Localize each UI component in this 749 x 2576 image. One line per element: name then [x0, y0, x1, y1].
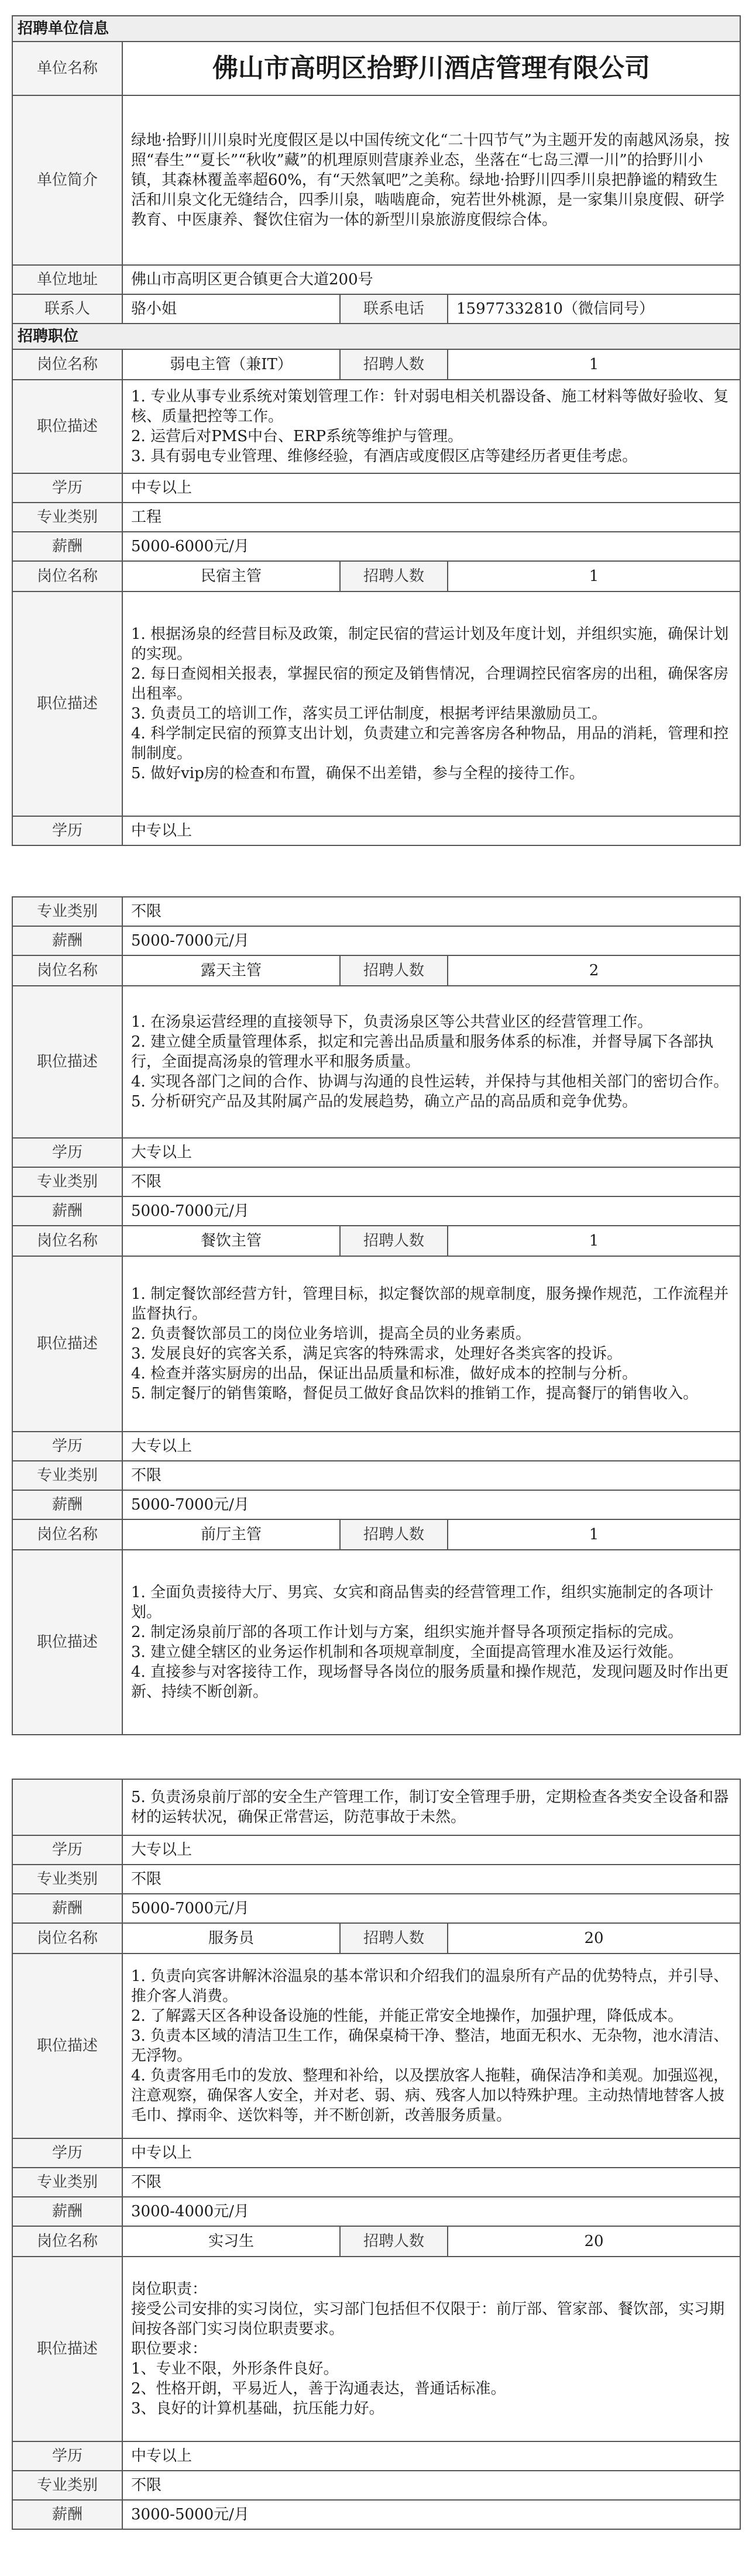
major-value: 不限 [122, 897, 740, 926]
desc-line: 4. 负责客用毛巾的发放、整理和补给，以及摆放客人拖鞋，确保洁净和美观。加强巡视，注意观察，确保客人安全，并对老、弱、病、残客人加以特殊护理。主动热情地替客人披毛巾、撑雨伞、送饮料等，并不断创新，改善服务质量。 [131, 2067, 729, 2124]
job-title: 前厅主管 [122, 1519, 340, 1550]
edu-value: 中专以上 [122, 816, 740, 845]
job-count: 1 [448, 1519, 740, 1550]
desc-line: 5. 分析研究产品及其附属产品的发展趋势，确立产品的高品质和竞争优势。 [131, 1093, 638, 1110]
form-table-1 [12, 15, 741, 846]
desc-line: 3. 发展良好的宾客关系，满足宾客的特殊需求，处理好各类宾客的投诉。 [131, 1345, 623, 1363]
headcount-label: 招聘人数 [340, 1226, 448, 1256]
company-intro-label: 单位简介 [12, 95, 122, 265]
position-label: 岗位名称 [12, 2226, 122, 2257]
salary-label: 薪酬 [12, 1490, 122, 1519]
job-header-row [12, 1519, 740, 1550]
desc-label-continued [12, 1779, 122, 1835]
desc-line: 职位要求： [131, 2340, 208, 2358]
position-label: 岗位名称 [12, 1519, 122, 1550]
desc-label: 职位描述 [12, 591, 122, 816]
desc-line: 2、性格开朗，平易近人，善于沟通表达，普通话标准。 [131, 2380, 506, 2398]
form-table-2 [12, 896, 741, 1735]
desc-label: 职位描述 [12, 1550, 122, 1735]
job-count: 1 [448, 1226, 740, 1256]
desc-line: 4. 科学制定民宿的预算支出计划，负责建立和完善客房各种物品，用品的消耗，管理和控制制度。 [131, 725, 729, 762]
company-intro: 绿地·拾野川川泉时光度假区是以中国传统文化“二十四节气”为主题开发的南越风汤泉，按照“春生”“夏长”“秋收”藏”的机理原则营康养业态，坐落在“七岛三潭一川”的拾野川小镇，其森林覆盖率超60%，有“天然氧吧”之美称。绿地·拾野川四季川泉把静谧的精致生活和川泉文化无缝结合，四季川泉，啮啮鹿命，宛若世外桃源，是一家集川泉度假、研学教育、中医康养、餐饮住宿为一体的新型川泉旅游度假综合体。 [122, 95, 740, 265]
salary-value: 5000-7000元/月 [122, 1490, 740, 1519]
desc-line: 1、专业不限，外形条件良好。 [131, 2360, 339, 2378]
edu-label: 学历 [12, 2138, 122, 2168]
section-company-title: 招聘单位信息 [12, 16, 740, 42]
major-label: 专业类别 [12, 2168, 122, 2197]
company-name-label: 单位名称 [12, 42, 122, 95]
job-desc [122, 1954, 740, 2138]
desc-line: 3. 负责本区域的清洁卫生工作，确保桌椅干净、整洁，地面无积水、无杂物，池水清洁、无浮物。 [131, 2027, 729, 2065]
salary-label: 薪酬 [12, 1894, 122, 1923]
desc-line: 2. 制定汤泉前厅部的各项工作计划与方案，组织实施并督导各项预定指标的完成。 [131, 1624, 683, 1641]
contact-value: 骆小姐 [122, 294, 340, 324]
edu-label: 学历 [12, 816, 122, 845]
job-title: 服务员 [122, 1923, 340, 1954]
desc-label: 职位描述 [12, 1954, 122, 2138]
headcount-label: 招聘人数 [340, 1923, 448, 1954]
page-2 [12, 896, 741, 1735]
form-table-3 [12, 1779, 741, 2530]
job-title: 弱电主管（兼IT） [122, 349, 340, 380]
salary-value: 3000-4000元/月 [122, 2197, 740, 2226]
edu-label: 学历 [12, 473, 122, 503]
major-label: 专业类别 [12, 897, 122, 926]
desc-label: 职位描述 [12, 2257, 122, 2441]
major-label: 专业类别 [12, 503, 122, 532]
major-value: 工程 [122, 503, 740, 532]
job-desc-continued [122, 1779, 740, 1835]
desc-line: 接受公司安排的实习岗位，实习部门包括但不仅限于：前厅部、管家部、餐饮部，实习期间按各部门实习岗位职责要求。 [131, 2300, 725, 2338]
job-count: 20 [448, 2226, 740, 2257]
major-value: 不限 [122, 1167, 740, 1196]
position-label: 岗位名称 [12, 349, 122, 380]
salary-value: 5000-7000元/月 [122, 1196, 740, 1226]
edu-label: 学历 [12, 1432, 122, 1461]
page-1 [12, 15, 741, 846]
major-label: 专业类别 [12, 1461, 122, 1490]
desc-line: 4. 直接参与对客接待工作，现场督导各岗位的服务质量和操作规范，发现问题及时作出更新、持续不断创新。 [131, 1663, 729, 1701]
company-address-label: 单位地址 [12, 265, 122, 294]
major-value: 不限 [122, 1461, 740, 1490]
desc-line: 1. 全面负责接待大厅、男宾、女宾和商品售卖的经营管理工作，组织实施制定的各项计划。 [131, 1584, 714, 1621]
salary-label: 薪酬 [12, 926, 122, 955]
major-value: 不限 [122, 2471, 740, 2500]
job-header-row [12, 1226, 740, 1256]
major-value: 不限 [122, 2168, 740, 2197]
desc-line: 3. 建立健全辖区的业务运作机制和各项规章制度，全面提高管理水准及运行效能。 [131, 1643, 683, 1661]
salary-value: 5000-7000元/月 [122, 1894, 740, 1923]
desc-line: 2. 负责餐饮部员工的岗位业务培训，提高全员的业务素质。 [131, 1325, 531, 1343]
job-title: 实习生 [122, 2226, 340, 2257]
headcount-label: 招聘人数 [340, 2226, 448, 2257]
section-jobs-title: 招聘职位 [12, 324, 740, 349]
job-desc [122, 2257, 740, 2441]
salary-value: 5000-7000元/月 [122, 926, 740, 955]
job-header-row [12, 2226, 740, 2257]
position-label: 岗位名称 [12, 1923, 122, 1954]
salary-label: 薪酬 [12, 2500, 122, 2529]
salary-label: 薪酬 [12, 532, 122, 561]
job-header-row [12, 955, 740, 986]
desc-line: 1. 在汤泉运营经理的直接领导下，负责汤泉区等公共营业区的经营管理工作。 [131, 1013, 653, 1031]
headcount-label: 招聘人数 [340, 349, 448, 380]
desc-line: 3. 负责员工的培训工作，落实员工评估制度，根据考评结果激励员工。 [131, 705, 607, 723]
position-label: 岗位名称 [12, 561, 122, 591]
job-desc [122, 380, 740, 473]
job-desc [122, 986, 740, 1138]
desc-line: 1. 负责向宾客讲解沐浴温泉的基本常识和介绍我们的温泉所有产品的优势特点，并引导、推介客人消费。 [131, 1968, 729, 2005]
phone-value: 15977332810（微信同号） [448, 294, 740, 324]
desc-line: 5. 制定餐厅的销售策略，督促员工做好食品饮料的推销工作，提高餐厅的销售收入。 [131, 1385, 699, 1402]
job-title: 餐饮主管 [122, 1226, 340, 1256]
desc-line: 1. 制定餐饮部经营方针，管理目标，拟定餐饮部的规章制度，服务操作规范，工作流程并监督执行。 [131, 1285, 729, 1323]
position-label: 岗位名称 [12, 1226, 122, 1256]
major-label: 专业类别 [12, 1865, 122, 1894]
desc-label: 职位描述 [12, 380, 122, 473]
edu-label: 学历 [12, 2441, 122, 2471]
desc-line: 2. 运营后对PMS中台、ERP系统等维护与管理。 [131, 428, 463, 445]
major-label: 专业类别 [12, 2471, 122, 2500]
phone-label: 联系电话 [340, 294, 448, 324]
job-header-row [12, 1923, 740, 1954]
job-title: 民宿主管 [122, 561, 340, 591]
edu-label: 学历 [12, 1138, 122, 1167]
desc-line: 2. 每日查阅相关报表，掌握民宿的预定及销售情况，合理调控民宿客房的出租，确保客房出租率。 [131, 665, 729, 703]
position-label: 岗位名称 [12, 955, 122, 986]
edu-value: 大专以上 [122, 1432, 740, 1461]
job-header-row [12, 349, 740, 380]
company-address: 佛山市高明区更合镇更合大道200号 [122, 265, 740, 294]
edu-label: 学历 [12, 1835, 122, 1865]
job-header-row [12, 561, 740, 591]
desc-line: 5. 做好vip房的检查和布置，确保不出差错，参与全程的接待工作。 [131, 765, 585, 782]
salary-value: 5000-6000元/月 [122, 532, 740, 561]
contact-label: 联系人 [12, 294, 122, 324]
job-title: 露天主管 [122, 955, 340, 986]
job-desc [122, 1256, 740, 1432]
salary-value: 3000-5000元/月 [122, 2500, 740, 2529]
desc-line: 3. 具有弱电专业管理、维修经验，有酒店或度假区店等建经历者更佳考虑。 [131, 448, 638, 465]
headcount-label: 招聘人数 [340, 1519, 448, 1550]
major-label: 专业类别 [12, 1167, 122, 1196]
salary-label: 薪酬 [12, 1196, 122, 1226]
edu-value: 中专以上 [122, 2441, 740, 2471]
desc-line: 4. 检查并落实厨房的出品，保证出品质量和标准，做好成本的控制与分析。 [131, 1365, 638, 1382]
desc-line: 4. 实现各部门之间的合作、协调与沟通的良性运转，并保持与其他相关部门的密切合作。 [131, 1073, 729, 1091]
desc-line: 2. 了解露天区各种设备设施的性能，并能正常安全地操作，加强护理，降低成本。 [131, 2007, 683, 2025]
desc-line: 岗位职责： [131, 2281, 208, 2298]
desc-line: 1. 根据汤泉的经营目标及政策，制定民宿的营运计划及年度计划，并组织实施，确保计划的实现。 [131, 625, 729, 663]
desc-line: 1. 专业从事专业系统对策划管理工作：针对弱电相关机器设备、施工材料等做好验收、复核、质量把控等工作。 [131, 388, 729, 425]
edu-value: 大专以上 [122, 1138, 740, 1167]
major-value: 不限 [122, 1865, 740, 1894]
desc-label: 职位描述 [12, 986, 122, 1138]
job-count: 1 [448, 561, 740, 591]
salary-label: 薪酬 [12, 2197, 122, 2226]
desc-line: 2. 建立健全质量管理体系，拟定和完善出品质量和服务体系的标准，并督导属下各部执行，全面提高汤泉的管理水平和服务质量。 [131, 1033, 714, 1071]
headcount-label: 招聘人数 [340, 561, 448, 591]
desc-label: 职位描述 [12, 1256, 122, 1432]
job-desc [122, 591, 740, 816]
headcount-label: 招聘人数 [340, 955, 448, 986]
edu-value: 中专以上 [122, 473, 740, 503]
edu-value: 大专以上 [122, 1835, 740, 1865]
company-name: 佛山市高明区拾野川酒店管理有限公司 [122, 42, 740, 95]
edu-value: 中专以上 [122, 2138, 740, 2168]
desc-line: 5. 负责汤泉前厅部的安全生产管理工作，制订安全管理手册，定期检查各类安全设备和器材的运转状况，确保正常营运，防范事故于未然。 [131, 1789, 729, 1826]
desc-line: 3、良好的计算机基础，抗压能力好。 [131, 2400, 384, 2417]
job-count: 20 [448, 1923, 740, 1954]
job-desc [122, 1550, 740, 1735]
page-3 [12, 1779, 741, 2530]
job-count: 1 [448, 349, 740, 380]
job-count: 2 [448, 955, 740, 986]
